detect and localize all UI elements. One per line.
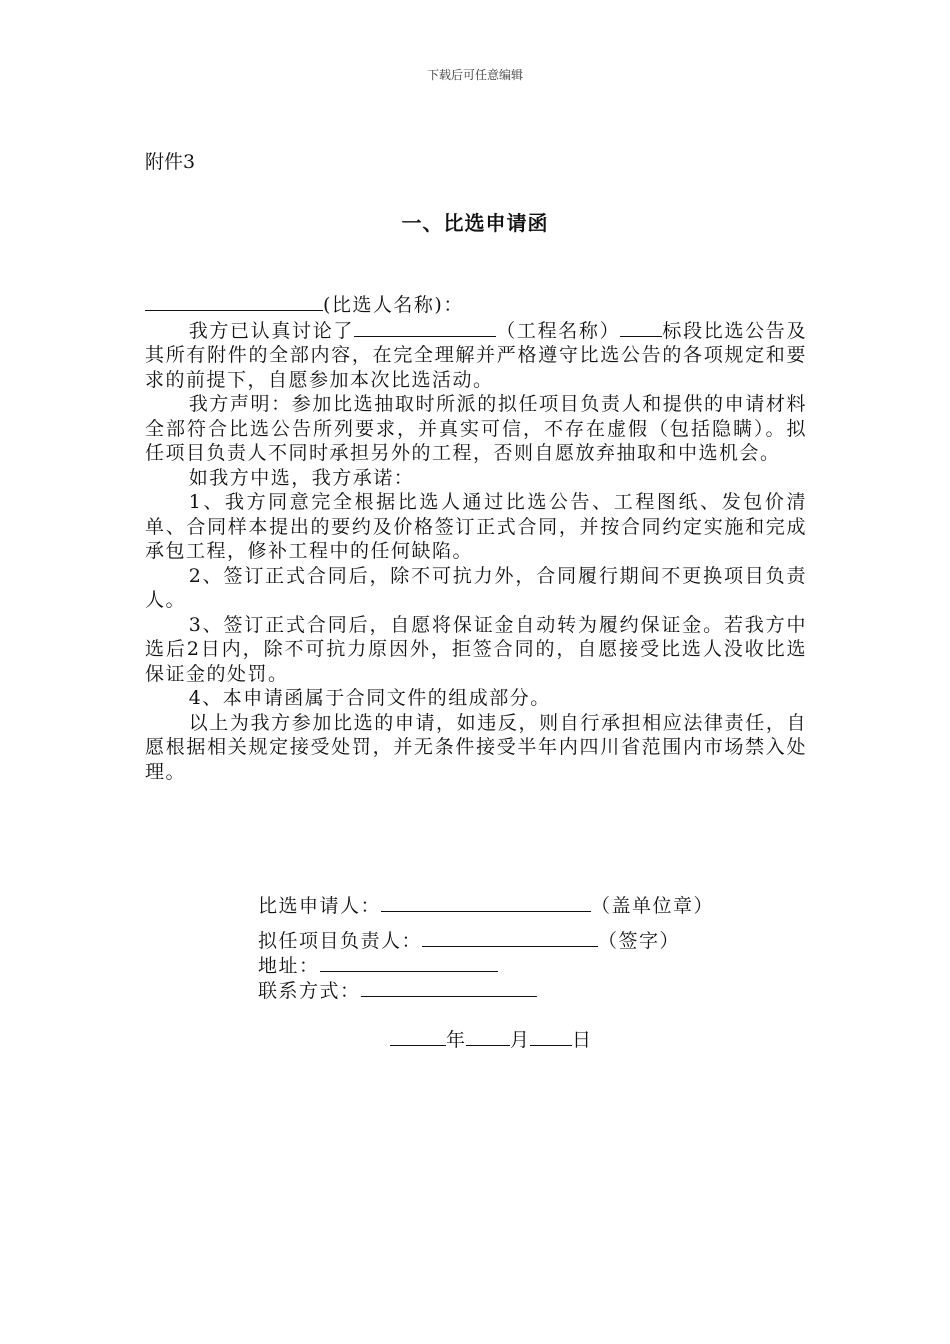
year-blank — [390, 1027, 446, 1046]
addressee-blank — [145, 292, 323, 311]
commitment-item-4: 4、本申请函属于合同文件的组成部分。 — [188, 687, 551, 709]
paragraph-1 — [145, 318, 807, 393]
applicant-line — [258, 891, 714, 918]
paragraph-3: 如我方中选，我方承诺： — [188, 466, 415, 489]
address-label: 地址： — [258, 955, 320, 977]
closing-paragraph: 以上为我方参加比选的申请，如违反，则自行承担相应法律责任，自愿根据相关规定接受处罚，并无条件接受半年内四川省范围内市场禁入处理。 — [145, 711, 807, 783]
applicant-note: （盖单位章） — [591, 895, 715, 917]
commitment-item-2: 2、签订正式合同后，除不可抗力外，合同履行期间不更换项目负责人。 — [145, 564, 807, 611]
date-line — [390, 1025, 592, 1052]
document-title: 一、比选申请函 — [401, 211, 549, 235]
letter-body — [145, 292, 807, 784]
day-blank — [530, 1027, 572, 1046]
contact-blank — [361, 978, 537, 997]
addressee-line — [145, 292, 807, 318]
manager-blank — [422, 928, 598, 947]
manager-line — [258, 926, 680, 953]
project-name-blank — [354, 318, 496, 337]
addressee-suffix: (比选人名称)： — [323, 294, 464, 316]
year-label: 年 — [446, 1029, 467, 1051]
contact-label: 联系方式： — [258, 980, 361, 1002]
month-blank — [466, 1027, 510, 1046]
paragraph-1-text-a: 我方已认真讨论了 — [188, 319, 355, 342]
paragraph-2: 我方声明：参加比选抽取时所派的拟任项目负责人和提供的申请材料全部符合比选公告所列要求，并真实可信，不存在虚假（包括隐瞒）。拟任项目负责人不同时承担另外的工程，否则自愿放弃抽取和中选机会。 — [145, 393, 807, 464]
address-blank — [320, 953, 498, 972]
page-header-note: 下载后可任意编辑 — [426, 68, 523, 82]
month-label: 月 — [510, 1029, 531, 1051]
applicant-label: 比选申请人： — [258, 895, 382, 917]
manager-label: 拟任项目负责人： — [258, 930, 423, 952]
applicant-blank — [381, 893, 591, 912]
commitment-item-1: 1、我方同意完全根据比选人通过比选公告、工程图纸、发包价清单、合同样本提出的要约及价格签订正式合同，并按合同约定实施和完成承包工程，修补工程中的任何缺陷。 — [145, 491, 807, 562]
contact-line — [258, 976, 537, 1003]
day-label: 日 — [572, 1029, 593, 1051]
address-line — [258, 951, 498, 978]
paragraph-1-text-c: 标段比选公告及其所有附件的全部内容，在完全理解并严格遵守比选公告的各项规定和要求的前提下，自愿参加本次比选活动。 — [145, 319, 807, 391]
attachment-label: 附件3 — [145, 151, 196, 173]
commitment-item-3: 3、签订正式合同后，自愿将保证金自动转为履约保证金。若我方中选后2日内，除不可抗力原因外，拒签合同的，自愿接受比选人没收比选保证金的处罚。 — [145, 613, 807, 685]
manager-note: （签字） — [598, 930, 681, 952]
section-blank — [620, 318, 662, 337]
paragraph-1-text-b: （工程名称） — [496, 319, 621, 342]
